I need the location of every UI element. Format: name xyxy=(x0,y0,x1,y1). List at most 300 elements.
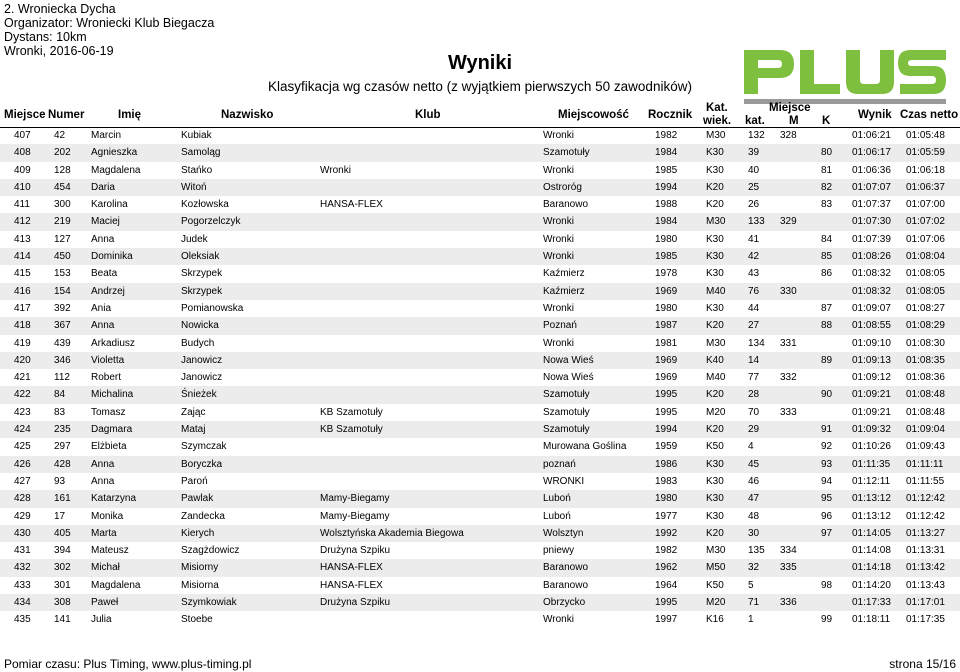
table-cell: 439 xyxy=(54,337,71,349)
table-cell: 419 xyxy=(14,337,31,349)
table-cell: Baranowo xyxy=(543,579,589,591)
table-cell: Paweł xyxy=(91,597,119,609)
table-cell: 14 xyxy=(748,354,760,366)
table-cell: Szymczak xyxy=(181,441,227,453)
table-cell: Anna xyxy=(91,458,115,470)
col-miejsce-group: Miejsce xyxy=(769,102,811,114)
table-cell: 1969 xyxy=(655,372,678,384)
table-cell: K50 xyxy=(706,579,724,591)
table-cell: M30 xyxy=(706,545,726,557)
table-cell: 329 xyxy=(780,216,797,228)
table-cell: 1995 xyxy=(655,406,678,418)
table-cell: Janowicz xyxy=(181,372,223,384)
table-cell: 1992 xyxy=(655,527,678,539)
table-cell: 1987 xyxy=(655,320,678,332)
table-cell: 30 xyxy=(748,527,760,539)
table-row xyxy=(0,300,960,317)
table-cell: 434 xyxy=(14,597,31,609)
table-cell: 429 xyxy=(14,510,31,522)
table-cell: Wronki xyxy=(543,337,574,349)
table-cell: Kaźmierz xyxy=(543,268,585,280)
footer-credit: Pomiar czasu: Plus Timing, www.plus-timing.pl xyxy=(4,657,252,671)
table-cell: 1981 xyxy=(655,337,678,349)
col-miejscowosc: Miejscowość xyxy=(558,109,629,121)
table-cell: 01:09:10 xyxy=(852,337,891,349)
table-cell: 1980 xyxy=(655,233,678,245)
table-row xyxy=(0,577,960,594)
col-kat-wiek: wiek. xyxy=(703,115,732,127)
table-cell: 01:14:05 xyxy=(852,527,891,539)
table-cell: K30 xyxy=(706,302,724,314)
table-cell: 431 xyxy=(14,545,31,557)
table-row xyxy=(0,265,960,282)
table-row xyxy=(0,231,960,248)
table-cell: Wronki xyxy=(543,216,574,228)
table-cell: M50 xyxy=(706,562,726,574)
table-cell: 17 xyxy=(54,510,66,522)
table-cell: Ostroróg xyxy=(543,181,582,193)
table-cell: 418 xyxy=(14,320,31,332)
col-numer: Numer xyxy=(48,109,85,121)
table-cell: KB Szamotuły xyxy=(320,424,383,436)
distance: Dystans: 10km xyxy=(4,30,87,44)
table-cell: K30 xyxy=(706,233,724,245)
table-cell: Dagmara xyxy=(91,424,133,436)
table-cell: 01:06:37 xyxy=(906,181,945,193)
table-cell: Michał xyxy=(91,562,120,574)
table-cell: 76 xyxy=(748,285,760,297)
table-row xyxy=(0,213,960,230)
table-cell: 01:09:13 xyxy=(852,354,891,366)
table-cell: 405 xyxy=(54,527,71,539)
table-row xyxy=(0,283,960,300)
table-cell: K40 xyxy=(706,354,724,366)
table-cell: 132 xyxy=(748,130,765,141)
table-cell: 161 xyxy=(54,493,71,505)
table-cell: 86 xyxy=(821,268,833,280)
table-cell: 01:13:43 xyxy=(906,579,945,591)
table-cell: 99 xyxy=(821,614,833,626)
table-cell: 01:08:30 xyxy=(906,337,945,349)
table-cell: Pomianowska xyxy=(181,302,244,314)
table-cell: 01:06:18 xyxy=(906,164,945,176)
table-cell: 01:08:48 xyxy=(906,389,945,401)
table-cell: 01:08:05 xyxy=(906,268,945,280)
table-cell: K30 xyxy=(706,475,724,487)
col-rocznik: Rocznik xyxy=(648,109,693,121)
col-miejsce: Miejsce xyxy=(4,109,46,121)
table-row xyxy=(0,438,960,455)
table-cell: M40 xyxy=(706,372,726,384)
table-cell: 425 xyxy=(14,441,31,453)
table-cell: 412 xyxy=(14,216,31,228)
table-cell: Andrzej xyxy=(91,285,125,297)
page-title: Wyniki xyxy=(447,52,513,74)
table-cell: K20 xyxy=(706,424,724,436)
table-cell: Szamotuły xyxy=(543,389,590,401)
table-cell: K20 xyxy=(706,320,724,332)
table-cell: 410 xyxy=(14,181,31,193)
table-cell: Witoń xyxy=(181,181,207,193)
table-cell: 134 xyxy=(748,337,765,349)
table-cell: 82 xyxy=(821,181,833,193)
table-cell: Nowa Wieś xyxy=(543,354,594,366)
table-cell: 417 xyxy=(14,302,31,314)
table-cell: 01:17:01 xyxy=(906,597,945,609)
table-cell: 202 xyxy=(54,147,71,159)
col-kat: Kat. xyxy=(706,102,728,114)
table-cell: Paroń xyxy=(181,475,208,487)
table-cell: Nowa Wieś xyxy=(543,372,594,384)
table-cell: Anna xyxy=(91,233,115,245)
table-cell: Szamotuły xyxy=(543,147,590,159)
table-row xyxy=(0,594,960,611)
table-cell: 346 xyxy=(54,354,71,366)
table-cell: 331 xyxy=(780,337,797,349)
table-cell: Nowicka xyxy=(181,320,219,332)
table-row xyxy=(0,473,960,490)
table-cell: KB Szamotuły xyxy=(320,406,383,418)
event-name: 2. Wroniecka Dycha xyxy=(4,2,116,16)
table-cell: Monika xyxy=(91,510,124,522)
table-cell: 334 xyxy=(780,545,797,557)
table-cell: Luboń xyxy=(543,493,571,505)
table-cell: 97 xyxy=(821,527,833,539)
table-cell: 01:07:39 xyxy=(852,233,891,245)
table-cell: WRONKI xyxy=(543,475,585,487)
table-cell: 421 xyxy=(14,372,31,384)
table-cell: K30 xyxy=(706,493,724,505)
table-cell: 01:06:36 xyxy=(852,164,891,176)
plus-timing-logo xyxy=(740,36,950,108)
table-cell: K20 xyxy=(706,389,724,401)
table-cell: 1995 xyxy=(655,597,678,609)
table-cell: 219 xyxy=(54,216,71,228)
table-cell: Ania xyxy=(91,302,112,314)
table-cell: 88 xyxy=(821,320,833,332)
col-wynik: Wynik xyxy=(858,109,892,121)
table-cell: poznań xyxy=(543,458,576,470)
table-cell: 44 xyxy=(748,302,760,314)
table-cell: 1985 xyxy=(655,251,678,263)
table-row xyxy=(0,611,960,628)
table-cell: Pogorzelczyk xyxy=(181,216,241,228)
table-cell: Mamy-Biegamy xyxy=(320,510,390,522)
table-cell: 1982 xyxy=(655,545,678,557)
table-cell: Szagżdowicz xyxy=(181,545,240,557)
table-cell: Murowana Goślina xyxy=(543,441,627,453)
table-cell: 112 xyxy=(54,372,70,384)
table-cell: 27 xyxy=(748,320,760,332)
table-cell: Boryczka xyxy=(181,458,223,470)
table-cell: 01:17:33 xyxy=(852,597,891,609)
table-cell: 435 xyxy=(14,614,31,626)
table-cell: M40 xyxy=(706,285,726,297)
table-cell: 336 xyxy=(780,597,797,609)
col-k: K xyxy=(822,115,831,127)
table-cell: 4 xyxy=(748,441,754,453)
organizer: Organizator: Wroniecki Klub Biegacza xyxy=(4,16,215,30)
table-row xyxy=(0,508,960,525)
table-cell: Marta xyxy=(91,527,117,539)
table-cell: 1985 xyxy=(655,164,678,176)
table-cell: 90 xyxy=(821,389,833,401)
table-cell: 01:07:37 xyxy=(852,199,891,211)
table-cell: 01:09:04 xyxy=(906,424,945,436)
table-cell: K30 xyxy=(706,147,724,159)
table-cell: 235 xyxy=(54,424,71,436)
table-cell: 413 xyxy=(14,233,31,245)
table-cell: M30 xyxy=(706,216,726,228)
table-cell: 01:11:35 xyxy=(852,458,891,470)
table-cell: Katarzyna xyxy=(91,493,137,505)
table-cell: 92 xyxy=(821,441,833,453)
table-cell: K20 xyxy=(706,527,724,539)
table-cell: Mateusz xyxy=(91,545,129,557)
table-cell: 432 xyxy=(14,562,31,574)
table-cell: 1983 xyxy=(655,475,678,487)
table-row xyxy=(0,456,960,473)
table-cell: 47 xyxy=(748,493,760,505)
table-cell: M20 xyxy=(706,597,726,609)
table-row xyxy=(0,490,960,507)
table-cell: 80 xyxy=(821,147,833,159)
table-cell: 414 xyxy=(14,251,31,263)
table-cell: 01:08:35 xyxy=(906,354,945,366)
table-cell: 426 xyxy=(14,458,31,470)
table-cell: 01:07:06 xyxy=(906,233,945,245)
table-cell: 01:06:17 xyxy=(852,147,891,159)
table-cell: 333 xyxy=(780,406,797,418)
table-cell: Budych xyxy=(181,337,215,349)
table-cell: 1959 xyxy=(655,441,678,453)
table-cell: 423 xyxy=(14,406,31,418)
table-cell: 01:13:12 xyxy=(852,510,891,522)
table-row xyxy=(0,369,960,386)
table-cell: Stoebe xyxy=(181,614,213,626)
table-cell: 93 xyxy=(821,458,833,470)
col-nazwisko: Nazwisko xyxy=(221,109,274,121)
table-cell: 407 xyxy=(14,130,31,141)
table-cell: 335 xyxy=(780,562,797,574)
table-cell: 1994 xyxy=(655,424,678,436)
table-cell: 01:09:21 xyxy=(852,406,891,418)
table-cell: 93 xyxy=(54,475,66,487)
table-cell: 28 xyxy=(748,389,760,401)
table-cell: K20 xyxy=(706,181,724,193)
table-cell: 428 xyxy=(54,458,71,470)
table-cell: 1995 xyxy=(655,389,678,401)
table-cell: 83 xyxy=(821,199,833,211)
table-cell: Beata xyxy=(91,268,118,280)
table-cell: 1982 xyxy=(655,130,678,141)
table-cell: 1969 xyxy=(655,354,678,366)
table-cell: 43 xyxy=(748,268,760,280)
table-cell: Karolina xyxy=(91,199,128,211)
table-cell: 48 xyxy=(748,510,760,522)
table-cell: Szamotuły xyxy=(543,424,590,436)
table-cell: 416 xyxy=(14,285,31,297)
table-cell: 01:08:32 xyxy=(852,268,891,280)
table-cell: 1994 xyxy=(655,181,678,193)
table-cell: Daria xyxy=(91,181,115,193)
table-cell: 81 xyxy=(821,164,833,176)
table-cell: 392 xyxy=(54,302,71,314)
table-row xyxy=(0,386,960,403)
table-cell: 01:08:05 xyxy=(906,285,945,297)
table-cell: Dominika xyxy=(91,251,133,263)
table-cell: HANSA-FLEX xyxy=(320,579,383,591)
table-cell: Maciej xyxy=(91,216,120,228)
table-cell: 01:08:27 xyxy=(906,302,945,314)
table-cell: 1988 xyxy=(655,199,678,211)
table-cell: Mamy-Biegamy xyxy=(320,493,390,505)
table-cell: 98 xyxy=(821,579,833,591)
event-info xyxy=(4,2,214,58)
table-cell: 96 xyxy=(821,510,833,522)
table-cell: 297 xyxy=(54,441,71,453)
page-number: strona 15/16 xyxy=(889,657,956,671)
table-cell: 01:17:35 xyxy=(906,614,945,626)
table-cell: Skrzypek xyxy=(181,285,223,297)
table-cell: Wronki xyxy=(543,130,574,141)
table-cell: 422 xyxy=(14,389,31,401)
table-cell: Arkadiusz xyxy=(91,337,135,349)
table-cell: 01:05:48 xyxy=(906,130,945,141)
table-cell: 135 xyxy=(748,545,765,557)
table-row xyxy=(0,542,960,559)
table-cell: Zając xyxy=(181,406,206,418)
table-cell: 01:09:43 xyxy=(906,441,945,453)
table-cell: 01:09:21 xyxy=(852,389,891,401)
table-cell: 430 xyxy=(14,527,31,539)
table-cell: 84 xyxy=(54,389,66,401)
col-miejsce-kat: kat. xyxy=(745,115,765,127)
table-cell: 01:09:12 xyxy=(852,372,891,384)
table-cell: 01:13:12 xyxy=(852,493,891,505)
table-cell: K30 xyxy=(706,268,724,280)
table-cell: 01:12:42 xyxy=(906,510,945,522)
table-cell: Kozłowska xyxy=(181,199,229,211)
table-cell: Baranowo xyxy=(543,199,589,211)
table-cell: K30 xyxy=(706,251,724,263)
table-cell: 427 xyxy=(14,475,31,487)
table-cell: 94 xyxy=(821,475,833,487)
table-cell: Janowicz xyxy=(181,354,223,366)
table-cell: 77 xyxy=(748,372,760,384)
table-cell: 411 xyxy=(14,199,30,211)
table-cell: Baranowo xyxy=(543,562,589,574)
table-cell: 01:07:07 xyxy=(852,181,891,193)
table-cell: 01:06:21 xyxy=(852,130,891,141)
table-cell: Kubiak xyxy=(181,130,212,141)
table-cell: Pawlak xyxy=(181,493,214,505)
table-cell: 46 xyxy=(748,475,760,487)
table-cell: 01:08:29 xyxy=(906,320,945,332)
col-imie: Imię xyxy=(118,109,142,121)
table-cell: 42 xyxy=(54,130,66,141)
table-cell: HANSA-FLEX xyxy=(320,562,383,574)
table-cell: 153 xyxy=(54,268,71,280)
table-cell: 420 xyxy=(14,354,31,366)
results-table xyxy=(0,127,960,629)
table-cell: 32 xyxy=(748,562,760,574)
table-cell: 330 xyxy=(780,285,797,297)
table-cell: Elżbieta xyxy=(91,441,127,453)
table-cell: 01:07:30 xyxy=(852,216,891,228)
table-cell: 45 xyxy=(748,458,760,470)
table-cell: 85 xyxy=(821,251,833,263)
table-cell: 01:14:20 xyxy=(852,579,891,591)
table-cell: Wronki xyxy=(543,251,574,263)
table-cell: 133 xyxy=(748,216,765,228)
table-cell: 332 xyxy=(780,372,797,384)
table-cell: 01:13:31 xyxy=(906,545,945,557)
table-cell: 1964 xyxy=(655,579,678,591)
table-cell: Wolsztyńska Akademia Biegowa xyxy=(320,527,464,539)
table-cell: 01:08:48 xyxy=(906,406,945,418)
table-cell: 70 xyxy=(748,406,760,418)
table-cell: 454 xyxy=(54,181,71,193)
table-cell: 424 xyxy=(14,424,31,436)
table-cell: Anna xyxy=(91,475,115,487)
table-cell: Stańko xyxy=(181,164,213,176)
table-cell: 141 xyxy=(54,614,71,626)
table-cell: 87 xyxy=(821,302,833,314)
table-cell: 300 xyxy=(54,199,71,211)
table-cell: M30 xyxy=(706,130,726,141)
table-cell: Anna xyxy=(91,320,115,332)
table-cell: 5 xyxy=(748,579,754,591)
table-cell: Tomasz xyxy=(91,406,126,418)
col-czas-netto: Czas netto xyxy=(900,109,959,121)
table-cell: 1980 xyxy=(655,493,678,505)
col-klub: Klub xyxy=(415,109,441,121)
table-cell: Poznań xyxy=(543,320,577,332)
table-cell: HANSA-FLEX xyxy=(320,199,383,211)
table-cell: 394 xyxy=(54,545,71,557)
table-cell: 1984 xyxy=(655,216,678,228)
event-date: Wronki, 2016-06-19 xyxy=(4,44,114,58)
table-cell: M20 xyxy=(706,406,726,418)
table-cell: 01:09:07 xyxy=(852,302,891,314)
table-cell: Śnieżek xyxy=(181,389,217,401)
table-cell: Violetta xyxy=(91,354,125,366)
table-cell: Michalina xyxy=(91,389,134,401)
col-m: M xyxy=(789,115,799,127)
table-cell: 127 xyxy=(54,233,71,245)
table-cell: 01:08:32 xyxy=(852,285,891,297)
table-cell: Drużyna Szpiku xyxy=(320,597,391,609)
table-cell: 25 xyxy=(748,181,760,193)
table-cell: Wolsztyn xyxy=(543,527,584,539)
table-cell: 89 xyxy=(821,354,833,366)
table-cell: Judek xyxy=(181,233,208,245)
table-row xyxy=(0,525,960,542)
table-cell: Wronki xyxy=(543,233,574,245)
table-cell: Magdalena xyxy=(91,164,141,176)
table-row xyxy=(0,317,960,334)
table-cell: 1977 xyxy=(655,510,678,522)
table-cell: Zandecka xyxy=(181,510,225,522)
table-cell: 433 xyxy=(14,579,31,591)
table-cell: 01:05:59 xyxy=(906,147,945,159)
table-cell: 95 xyxy=(821,493,833,505)
table-cell: Misiorny xyxy=(181,562,219,574)
table-cell: 01:12:11 xyxy=(852,475,891,487)
table-row xyxy=(0,196,960,213)
table-cell: Mataj xyxy=(181,424,206,436)
